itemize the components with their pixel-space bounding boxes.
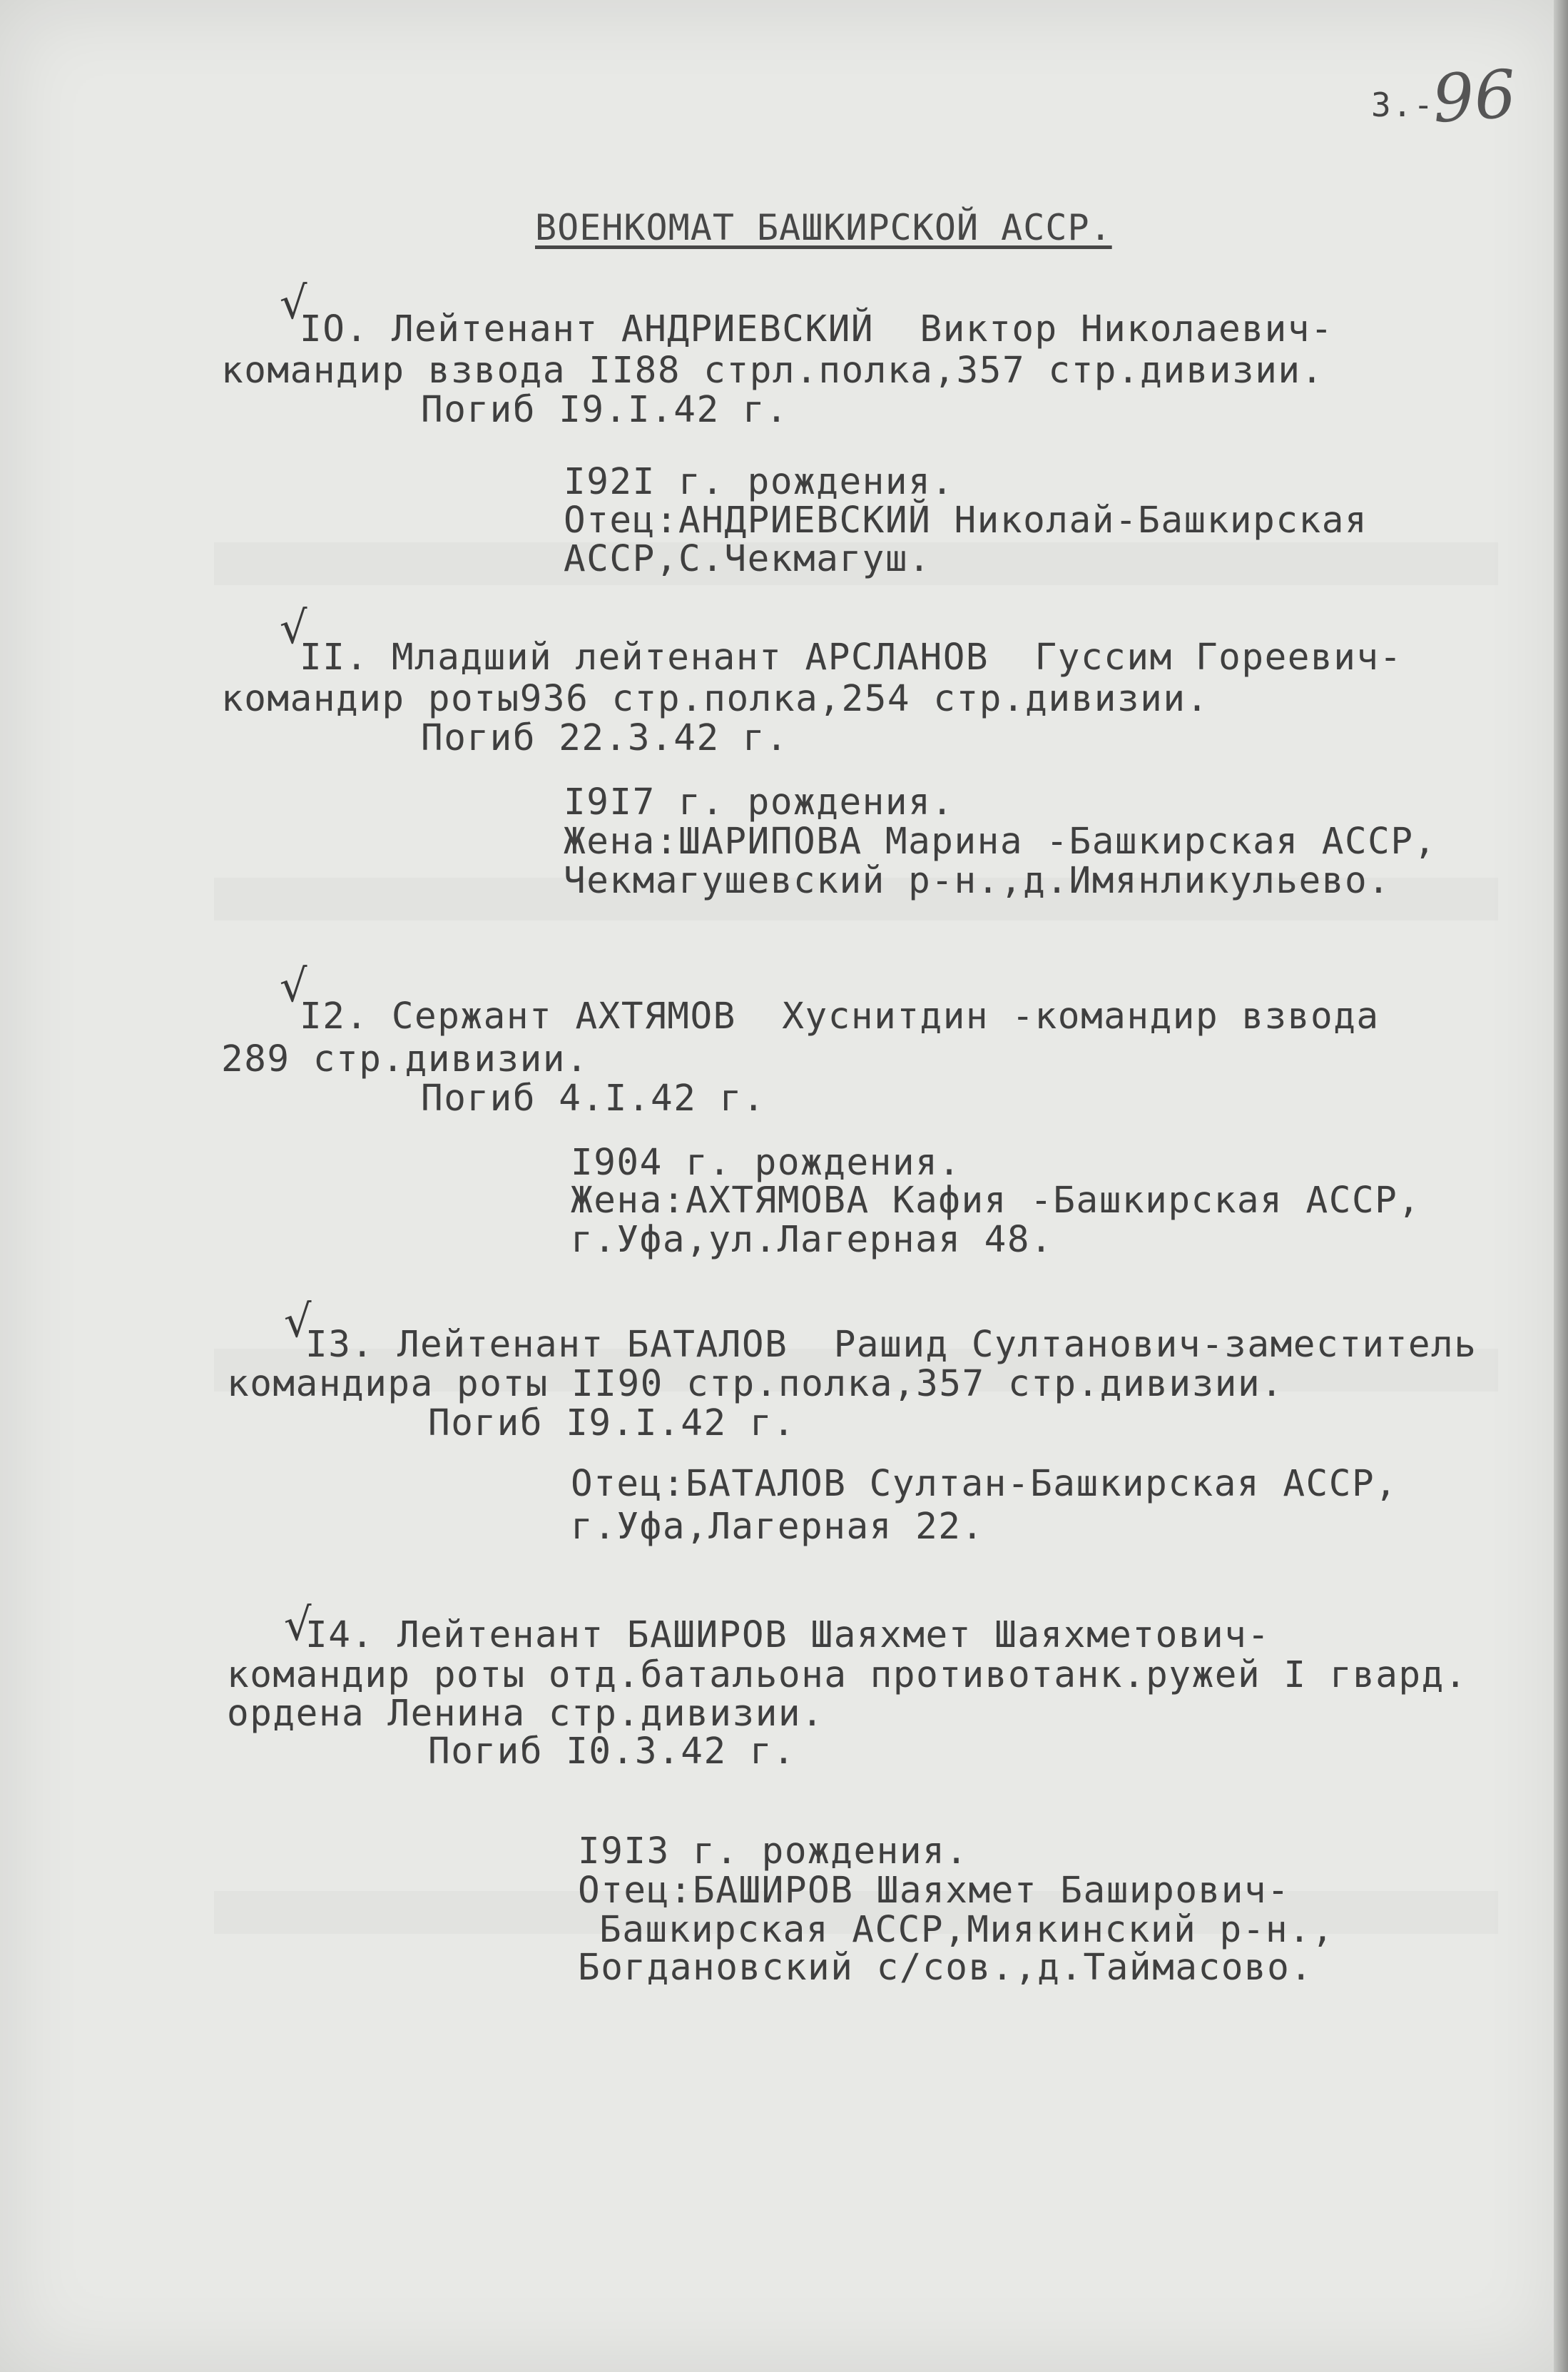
entry-detail: Богдановский с/сов.,д.Таймасово.	[578, 1947, 1313, 1989]
document-title: ВОЕНКОМАТ БАШКИРСКОЙ АССР.	[535, 207, 1112, 248]
entry-line: командир взвода II88 стрл.полка,357 стр.дивизии.	[221, 350, 1324, 392]
entry-line: IO. Лейтенант АНДРИЕВСКИЙ Виктор Николаевич-	[300, 308, 1334, 350]
entry-death-date: Погиб 4.I.42 г.	[421, 1078, 766, 1120]
entry-line: II. Младший лейтенант АРСЛАНОВ Гуссим Гореевич-	[300, 637, 1402, 679]
check-mark-icon: √	[282, 1598, 313, 1651]
check-mark-icon: √	[278, 959, 309, 1013]
entry-detail: Жена:ШАРИПОВА Марина -Башкирская АССР,	[564, 821, 1437, 863]
entry-detail: Чекмагушевский р-н.,д.Имянликульево.	[564, 860, 1391, 902]
entry-death-date: Погиб I9.I.42 г.	[421, 389, 789, 431]
entry-line: командира роты II90 стр.полка,357 стр.дивизии.	[227, 1363, 1284, 1405]
entry-detail: г.Уфа,ул.Лагерная 48.	[571, 1219, 1054, 1261]
entry-death-date: Погиб 22.3.42 г.	[421, 717, 789, 759]
check-mark-icon: √	[278, 276, 309, 330]
entry-line: ордена Ленина стр.дивизии.	[227, 1693, 825, 1735]
entry-death-date: Погиб I0.3.42 г.	[428, 1730, 796, 1773]
entry-line: I3. Лейтенант БАТАЛОВ Рашид Султанович-заместитель	[305, 1324, 1477, 1366]
entry-detail: I904 г. рождения.	[571, 1142, 962, 1184]
entry-detail: Башкирская АССР,Миякинский р-н.,	[599, 1909, 1335, 1951]
page-edge-shadow	[1554, 0, 1568, 2372]
entry-line: 289 стр.дивизии.	[221, 1038, 589, 1080]
entry-detail: АССР,С.Чекмагуш.	[564, 538, 932, 580]
entry-line: командир роты936 стр.полка,254 стр.дивизии.	[221, 678, 1209, 720]
entry-detail: Отец:АНДРИЕВСКИЙ Николай-Башкирская	[564, 500, 1368, 542]
entry-detail: Отец:БАТАЛОВ Султан-Башкирская АССР,	[571, 1463, 1398, 1505]
entry-death-date: Погиб I9.I.42 г.	[428, 1402, 796, 1444]
entry-line: I2. Сержант АХТЯМОВ Хуснитдин -командир взвода	[300, 995, 1380, 1038]
page-number: 3.-	[1371, 86, 1435, 124]
entry-line: I4. Лейтенант БАШИРОВ Шаяхмет Шаяхметович-	[305, 1614, 1271, 1656]
entry-line: командир роты отд.батальона противотанк.ружей I гвард.	[227, 1654, 1468, 1696]
entry-detail: I92I г. рождения.	[564, 461, 954, 503]
entry-detail: I9I7 г. рождения.	[564, 781, 954, 823]
check-mark-icon: √	[278, 601, 309, 654]
page-number-handwritten: 96	[1430, 56, 1519, 138]
check-mark-icon: √	[282, 1294, 313, 1348]
entry-detail: Жена:АХТЯМОВА Кафия -Башкирская АССР,	[571, 1180, 1421, 1222]
entry-detail: Отец:БАШИРОВ Шаяхмет Баширович-	[578, 1870, 1290, 1912]
entry-detail: I9I3 г. рождения.	[578, 1830, 969, 1872]
entry-detail: г.Уфа,Лагерная 22.	[571, 1506, 984, 1548]
